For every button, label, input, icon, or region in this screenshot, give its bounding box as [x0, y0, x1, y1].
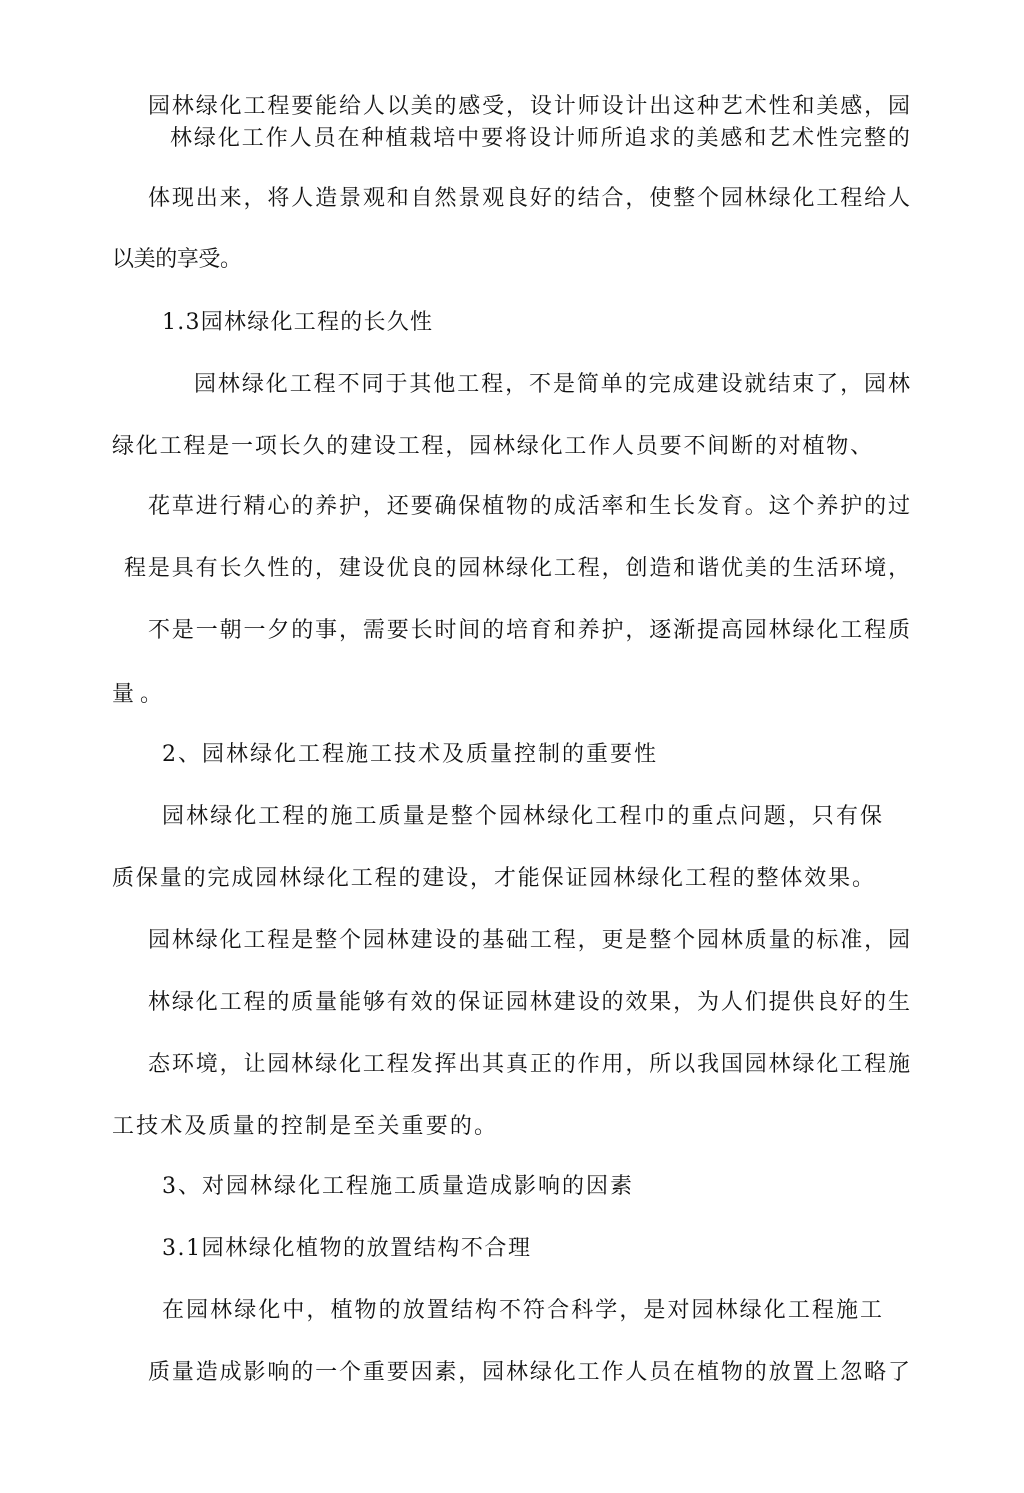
text-line: 量。 [112, 682, 169, 707]
text-line: 林绿化工作人员在种植栽培中要将设计师所追求的美感和艺术性完整的 [170, 126, 912, 151]
section-heading: 3、对园林绿化工程施工质量造成影响的因素 [162, 1174, 634, 1199]
text-line: 体现出来，将人造景观和自然景观良好的结合，使整个园林绿化工程给人 [148, 186, 912, 211]
text-line: 园林绿化工程的施工质量是整个园林绿化工程巾的重点问题，只有保 [162, 804, 885, 829]
text-line: 工技术及质量的控制是至关重要的。 [112, 1114, 499, 1139]
section-heading: 2、园林绿化工程施工技术及质量控制的重要性 [162, 742, 658, 767]
text-line: 园林绿化工程是整个园林建设的基础工程，更是整个园林质量的标准，园 [148, 928, 912, 953]
text-line: 绿化工程是一项长久的建设工程，园林绿化工作人员要不间断的对植物、 [112, 434, 874, 459]
text-line: 程是具有长久性的，建设优良的园林绿化工程，创造和谐优美的生活环境， [124, 556, 913, 581]
text-line: 园林绿化工程不同于其他工程，不是简单的完成建设就结束了，园林 [194, 372, 912, 397]
text-line: 不是一朝一夕的事，需要长时间的培育和养护，逐渐提高园林绿化工程质 [148, 618, 912, 643]
text-line: 花草进行精心的养护，还要确保植物的成活率和生长发育。这个养护的过 [148, 494, 912, 519]
text-line: 态环境，让园林绿化工程发挥出其真正的作用，所以我国园林绿化工程施 [148, 1052, 912, 1077]
text-line: 林绿化工程的质量能够有效的保证园林建设的效果，为人们提供良好的生 [148, 990, 912, 1015]
section-heading: 3.1园林绿化植物的放置结构不合理 [162, 1236, 532, 1261]
text-line: 质量造成影响的一个重要因素，园林绿化工作人员在植物的放置上忽略了 [148, 1360, 912, 1385]
text-line: 质保量的完成园林绿化工程的建设，才能保证园林绿化工程的整体效果。 [112, 866, 876, 891]
text-line: 在园林绿化中，植物的放置结构不符合科学，是对园林绿化工程施工 [162, 1298, 885, 1323]
text-line: 园林绿化工程要能给人以美的感受，设计师设计出这种艺术性和美感，园 [148, 94, 912, 119]
text-line: 以美的享受。 [112, 247, 242, 272]
section-heading: 1.3园林绿化工程的长久性 [162, 310, 434, 335]
